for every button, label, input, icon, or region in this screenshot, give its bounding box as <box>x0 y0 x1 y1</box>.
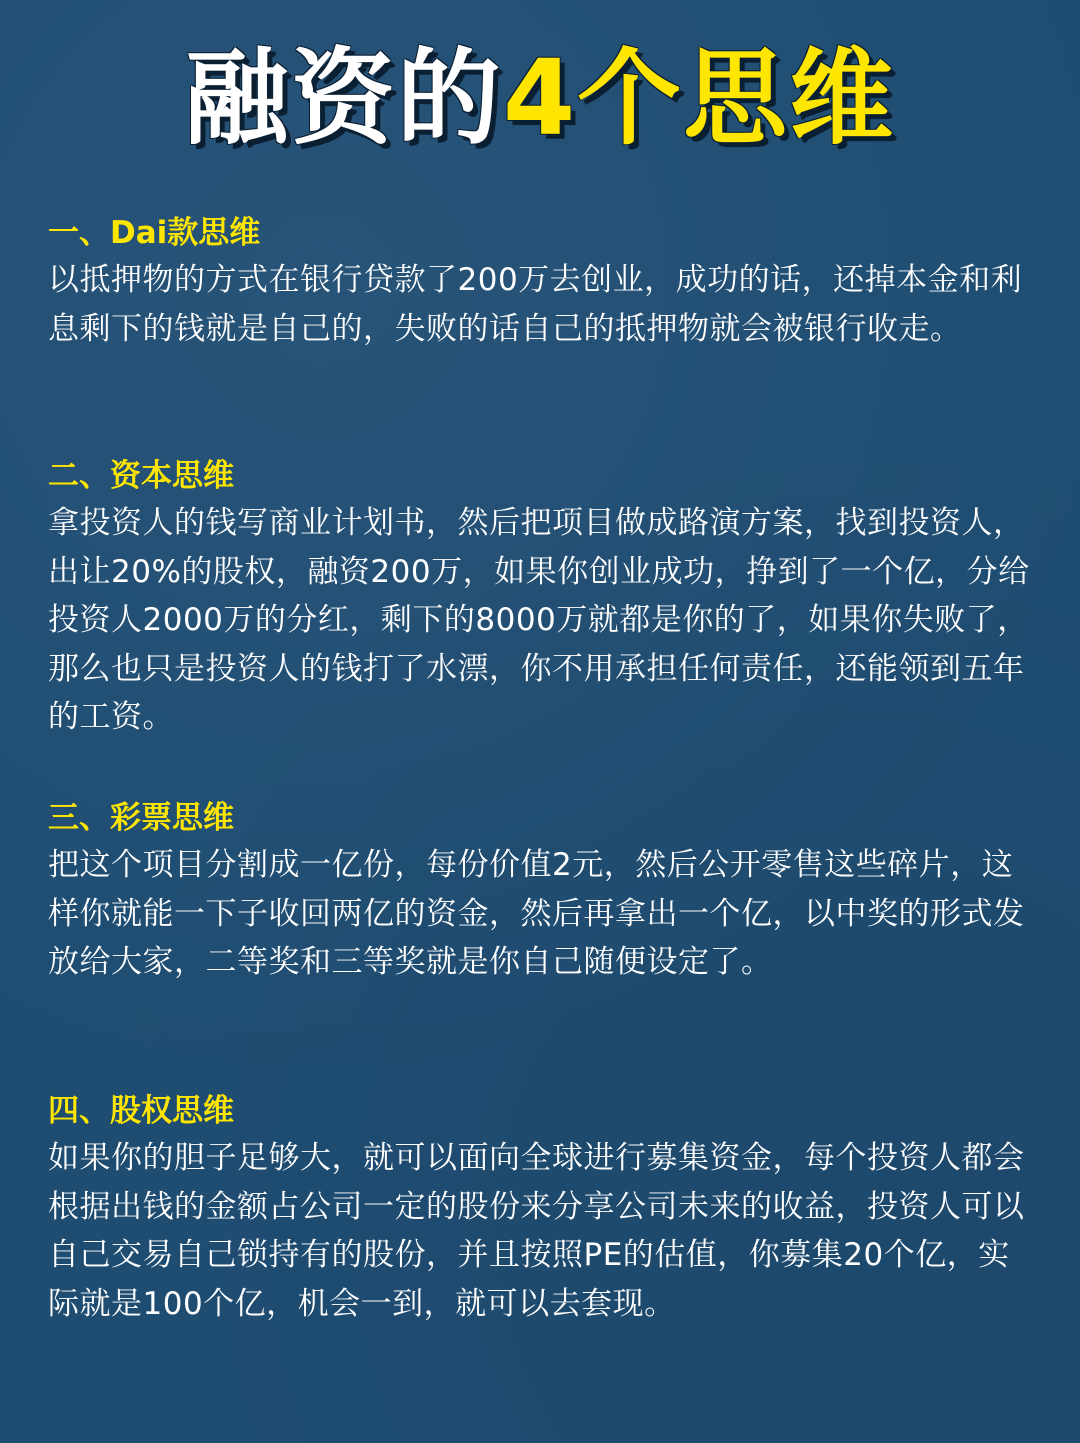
section-capital-thinking <box>48 453 1038 742</box>
title-yellow-part: 4个思维 <box>502 37 896 159</box>
title-white-part: 融资的 <box>184 37 503 159</box>
section-dai-thinking <box>48 210 1038 353</box>
section-heading: 二、资本思维 <box>48 458 234 494</box>
section-equity-thinking <box>48 1088 1038 1328</box>
section-body: 把这个项目分割成一亿份，每份价值2元，然后公开零售这些碎片，这样你就能一下子收回两亿的资金，然后再拿出一个亿，以中奖的形式发放给大家，二等奖和三等奖就是你自己随便设定了。 <box>48 847 1025 980</box>
section-heading: 四、股权思维 <box>48 1093 234 1129</box>
section-heading: 三、彩票思维 <box>48 800 234 836</box>
section-body: 拿投资人的钱写商业计划书，然后把项目做成路演方案，找到投资人，出让20%的股权，融资200万，如果你创业成功，挣到了一个亿，分给投资人2000万的分红，剩下的8000万就都是你的了，如果你失败了，那么也只是投资人的钱打了水漂，你不用承担任何责任，还能领到五年的工资。 <box>48 505 1030 735</box>
section-body: 以抵押物的方式在银行贷款了200万去创业，成功的话，还掉本金和利息剩下的钱就是自己的，失败的话自己的抵押物就会被银行收走。 <box>48 262 1023 347</box>
section-lottery-thinking <box>48 795 1038 987</box>
section-body: 如果你的胆子足够大，就可以面向全球进行募集资金，每个投资人都会根据出钱的金额占公司一定的股份来分享公司未来的收益，投资人可以自己交易自己锁持有的股份，并且按照PE的估值，你募集20个亿，实际就是100个亿，机会一到，就可以去套现。 <box>48 1140 1025 1322</box>
section-heading: 一、Dai款思维 <box>48 215 261 251</box>
page-title <box>0 38 1080 158</box>
